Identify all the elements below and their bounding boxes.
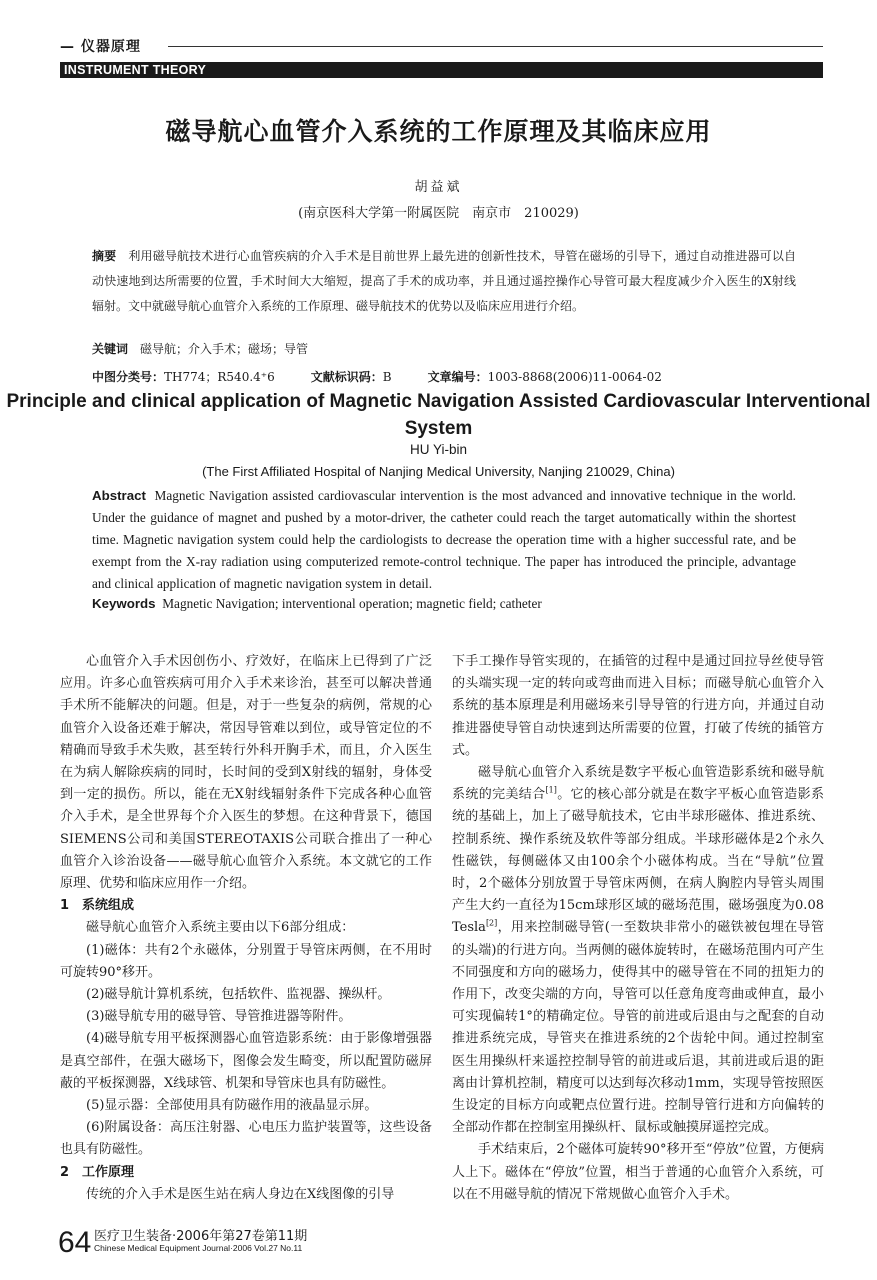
section-heading-2: 2 工作原理 [60, 1164, 135, 1180]
list-item: (3)磁导航专用的磁导管、导管推进器等附件。 [86, 1009, 352, 1025]
clc-label: 中图分类号： [92, 370, 165, 384]
article-no-value: 1003-8868(2006)11-0064-02 [487, 370, 662, 384]
intro-paragraph: 心血管介入手术因创伤小、疗效好，在临床上已得到了广泛应用。许多心血管疾病可用介入手术来诊治，甚至可以解决普通手术所不能解决的问题。但是，对于一些复杂的病例，常规的心血管介入设备还难于解决，常因导管难以到位，或导管定位的不精确而导致手术失败，甚至转行外科开胸手术，而且，介入医生在为病人解除疾病的同时，长时间的受到X射线的辐射，身体受到一定的损伤。所以，能在无X射线辐射条件下完成各种心血管介入手术，是全世界每个介入医生的梦想。在这种背景下，德国SIEMENS公司和美国STEREOTAXIS公司联合推出了一种心血管介入诊治设备——磁导航心血管介入系统。本文就它的工作原理、优势和临床应用作一介绍。 [60, 654, 432, 892]
keywords-en-text: Magnetic Navigation; interventional operation; magnetic field; catheter [162, 596, 542, 611]
abstract-en-label: Abstract [92, 488, 146, 503]
abstract-en [92, 485, 796, 595]
english-affiliation: (The First Affiliated Hospital of Nanjing Medical University, Nanjing 210029, China) [202, 464, 675, 479]
keywords-cn-label: 关键词 [92, 342, 129, 356]
list-item: (4)磁导航专用平板探测器心血管造影系统：由于影像增强器是真空部件，在强大磁场下，图像会发生畸变，所以配置防磁屏蔽的平板探测器，X线球管、机架和导管床也具有防磁性。 [60, 1031, 432, 1091]
list-item: (6)附属设备：高压注射器、心电压力监护装置等，这些设备也具有防磁性。 [60, 1120, 432, 1158]
doc-code-label: 文献标识码： [310, 370, 383, 384]
page-title: 磁导航心血管介入系统的工作原理及其临床应用 [165, 117, 712, 146]
section-band [60, 62, 823, 78]
doc-code-value: B [382, 370, 392, 384]
author-name: 胡益斌 [414, 180, 463, 195]
page-number: 64 [58, 1226, 92, 1259]
paragraph [452, 762, 824, 1139]
body-column-left [60, 651, 432, 1206]
journal-name-cn: 医疗卫生装备·2006年第27卷第11期 [94, 1229, 308, 1244]
paragraph: 手术结束后，2个磁体可旋转90°移开至“停放”位置，方便病人上下。磁体在“停放”位置，相当于普通的心血管介入系统，可以在不用磁导航的情况下常规做心血管介入手术。 [452, 1142, 824, 1202]
citation-ref: [1] [545, 785, 557, 795]
keywords-en [92, 596, 796, 612]
body-column-right [452, 651, 824, 1206]
journal-name-en: Chinese Medical Equipment Journal·2006 Vol.27 No.11 [94, 1243, 303, 1253]
classification-line [92, 368, 796, 385]
english-author: HU Yi-bin [409, 442, 468, 457]
abstract-en-text: Magnetic Navigation assisted cardiovascular intervention is the most advanced and innovative technique in the world. Under the guidance of magnet and pushed by a motor-driver, the catheter could reach the target automatically within the shortest time. Magnetic navigation system could help the cardiologists to decrease the operation time with a higher successful rate, and be exempt from the X-ray radiation using computerized remote-control technique. The paper has introduced the principle, advantage and clinical application of magnetic navigation system in detail. [92, 488, 796, 591]
citation-ref: [2] [485, 919, 498, 929]
abstract-cn [92, 244, 796, 319]
clc-value: TH774；R540.4⁺6 [164, 370, 275, 384]
section-label: — 仪器原理 [60, 39, 141, 55]
english-title: Principle and clinical application of Magnetic Navigation Assisted Cardiovascular Interventional System [6, 391, 871, 439]
keywords-en-label: Keywords [92, 596, 156, 611]
section-rule [168, 46, 823, 47]
paragraph: 磁导航心血管介入系统主要由以下6部分组成： [86, 920, 355, 936]
author-affiliation: (南京医科大学第一附属医院 南京市 210029) [298, 206, 579, 221]
section-label-en: INSTRUMENT THEORY [64, 63, 207, 77]
list-item: (1)磁体：共有2个永磁体，分别置于导管床两侧，在不用时可旋转90°移开。 [60, 942, 432, 980]
article-no-label: 文章编号： [427, 370, 488, 384]
section-heading-1: 1 系统组成 [60, 898, 135, 914]
keywords-cn [92, 340, 796, 357]
list-item: (2)磁导航计算机系统，包括软件、监视器、操纵杆。 [86, 987, 391, 1003]
keywords-cn-text: 磁导航；介入手术；磁场；导管 [140, 342, 309, 356]
paragraph-text: ，用来控制磁导管(一至数块非常小的磁铁被包埋在导管的头端)的行进方向。当两侧的磁体旋转时，在磁场范围内可产生不同强度和方向的磁场力，使得其中的磁导管在不同的扭矩力的作用下，改变尖端的方向，导管可以任意角度弯曲或伸直，最小可实现偏转1°的精确定位。导管的前进或后退由与之配套的自动推进系统完成，导管夹在推进系统的2个齿轮中间。通过控制室医生用操纵杆来遥控控制导管的前进或后退，其前进或后退的距离由计算机控制，精度可以达到每次移动1mm，实现导管按照医生设定的目标方向或靶点位置行进。控制导管行进和方向偏转的全部动作都在控制室用操纵杆、鼠标或触摸屏遥控完成。 [452, 920, 824, 1136]
paragraph: 下手工操作导管实现的，在插管的过程中是通过回拉导丝使导管的头端实现一定的转向或弯曲而进入目标；而磁导航心血管介入系统的基本原理是利用磁场来引导导管的行进方向，并通过自动推进器使导管自动快速到达所需要的位置，打破了传统的插管方式。 [452, 654, 824, 758]
paragraph: 传统的介入手术是医生站在病人身边在X线图像的引导 [86, 1186, 395, 1202]
paragraph-text: 。它的核心部分就是在数字平板心血管造影系统的基础上，加上了磁导航技术，它由半球形磁体、推进系统、控制系统、操作系统及软件等部分组成。半球形磁体是2个永久性磁铁，每侧磁体又由100余个小磁体构成。当在“导航”位置时，2个磁体分别放置于导管床两侧，在病人胸腔内导管头周围产生大约一直径为15cm球形区域的磁场范围，磁场强度为0.08 Tesla [452, 787, 824, 936]
paragraph-text: 磁导航心血管介入系统是数字平板心血管造影系统和磁导航系统的完美结合 [452, 765, 824, 803]
list-item: (5)显示器：全部使用具有防磁作用的液晶显示屏。 [86, 1098, 378, 1114]
abstract-cn-text: 利用磁导航技术进行心血管疾病的介入手术是目前世界上最先进的创新性技术，导管在磁场的引导下，通过自动推进器可以自动快速地到达所需要的位置，手术时间大大缩短，提高了手术的成功率，并且通过遥控操作心导管可最大程度减少介入医生的X射线辐射。文中就磁导航心血管介入系统的工作原理、磁导航技术的优势以及临床应用进行介绍。 [92, 249, 796, 313]
abstract-cn-label: 摘要 [92, 249, 117, 263]
